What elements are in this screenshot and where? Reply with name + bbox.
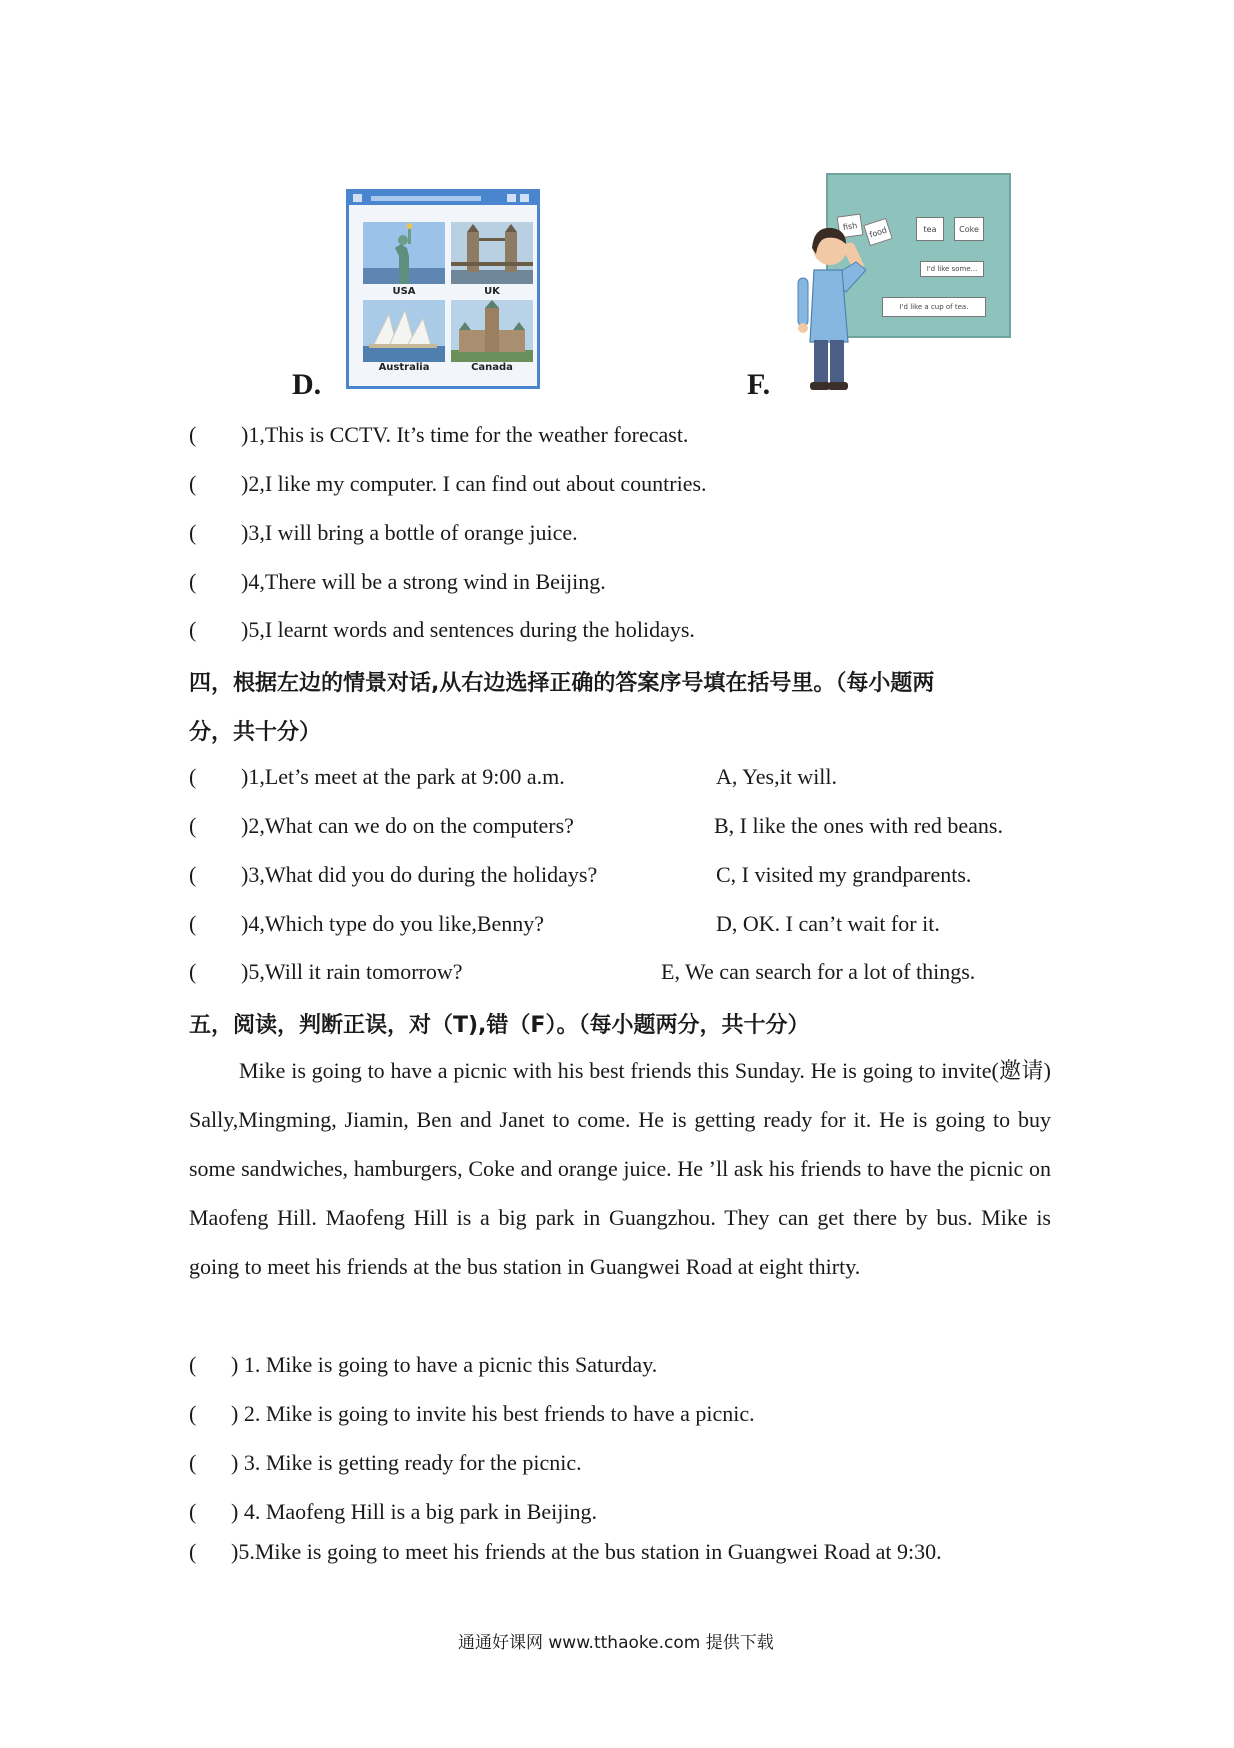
caption-australia: Australia (378, 362, 430, 373)
minimize-icon (507, 194, 516, 202)
window-title-bar (349, 192, 537, 205)
countries-computer-window-picture (346, 189, 540, 389)
sydney-opera-house-image (363, 300, 445, 362)
question-text: )5,Will it rain tomorrow? (241, 959, 463, 984)
app-icon (353, 194, 362, 202)
answer-paren[interactable]: ( (189, 422, 197, 447)
answer-paren[interactable]: ( (189, 764, 197, 789)
section-4-heading-cont: 分，共十分） (189, 720, 322, 745)
section-5-heading: 五，阅读，判断正误，对（T),错（F）。（每小题两分，共十分） (189, 1013, 810, 1038)
answer-paren[interactable]: ( (189, 1450, 197, 1475)
tf-statement-3 (189, 1450, 582, 1476)
tf-statement-5 (189, 1539, 942, 1565)
statement-text: ) 2. Mike is going to invite his best friends to have a picnic. (231, 1401, 755, 1426)
passage-text: Mike is going to have a picnic with his best friends this Sunday. He is going to invite(邀请) Sally,Mingming, Jiamin, Ben and Janet to come. He is getting ready for it. He is going to buy some sandwiches, hamburgers, Coke and orange juice. He ’ll ask his friends to have the picnic on Maofeng Hill. Maofeng Hill is a big park in Guangzhou. They can get there by bus. Mike is going to meet his friends at the bus station in Guangwei Road at eight thirty. (189, 1058, 1051, 1279)
dialogue-question-4 (189, 911, 544, 937)
matching-item-text: )2,I like my computer. I can find out about countries. (241, 471, 707, 496)
answer-paren[interactable]: ( (189, 569, 197, 594)
answer-paren[interactable]: ( (189, 471, 197, 496)
statement-text: ) 4. Maofeng Hill is a big park in Beijing. (231, 1499, 597, 1524)
card-fish: fish (837, 213, 864, 238)
dialogue-question-1 (189, 764, 565, 790)
tf-statement-2 (189, 1401, 755, 1427)
reading-passage (189, 1046, 1051, 1291)
dialogue-question-3 (189, 862, 597, 888)
parliament-hill-image (451, 300, 533, 362)
answer-paren[interactable]: ( (189, 862, 197, 887)
dialogue-question-5 (189, 959, 463, 985)
answer-option-a: A, Yes,it will. (716, 764, 838, 789)
section-4-heading: 四，根据左边的情景对话,从右边选择正确的答案序号填在括号里。（每小题两 (189, 671, 935, 696)
card-id-like-some: I'd like some... (920, 261, 984, 277)
question-text: )2,What can we do on the computers? (241, 813, 574, 838)
matching-item-4 (189, 569, 606, 595)
statement-text: )5.Mike is going to meet his friends at the bus station in Guangwei Road at 9:30. (231, 1539, 942, 1564)
figure-d-label: D. (292, 368, 322, 401)
card-food: food (863, 218, 893, 246)
matching-item-5 (189, 617, 695, 643)
answer-paren[interactable]: ( (189, 959, 197, 984)
answer-option-b: B, I like the ones with red beans. (714, 813, 1003, 838)
answer-paren[interactable]: ( (189, 1499, 197, 1524)
answer-option-d: D, OK. I can’t wait for it. (716, 911, 940, 936)
answer-paren[interactable]: ( (189, 911, 197, 936)
card-tea: tea (916, 217, 944, 241)
answer-paren[interactable]: ( (189, 1352, 197, 1377)
answer-paren[interactable]: ( (189, 520, 197, 545)
answer-paren[interactable]: ( (189, 1539, 197, 1564)
card-id-like-a-cup-of-tea: I'd like a cup of tea. (882, 297, 986, 317)
answer-paren[interactable]: ( (189, 617, 197, 642)
answer-paren[interactable]: ( (189, 1401, 197, 1426)
answer-paren[interactable]: ( (189, 813, 197, 838)
matching-item-1 (189, 422, 688, 448)
matching-item-text: )1,This is CCTV. It’s time for the weather forecast. (241, 422, 689, 447)
matching-item-3 (189, 520, 578, 546)
answer-option-e: E, We can search for a lot of things. (661, 959, 976, 984)
matching-item-2 (189, 471, 707, 497)
tf-statement-1 (189, 1352, 657, 1378)
matching-item-text: )4,There will be a strong wind in Beijing. (241, 569, 606, 594)
caption-canada: Canada (471, 362, 513, 373)
statue-of-liberty-image (363, 222, 445, 284)
close-icon (520, 194, 529, 202)
dialogue-question-2 (189, 813, 574, 839)
matching-item-text: )3,I will bring a bottle of orange juice. (241, 520, 578, 545)
page-footer: 通通好课网 www.tthaoke.com 提供下载 (458, 1633, 774, 1653)
boy-pointing-at-board-illustration (796, 208, 888, 396)
question-text: )1,Let’s meet at the park at 9:00 a.m. (241, 764, 565, 789)
question-text: )3,What did you do during the holidays? (241, 862, 598, 887)
caption-usa: USA (392, 286, 416, 297)
question-text: )4,Which type do you like,Benny? (241, 911, 545, 936)
matching-item-text: )5,I learnt words and sentences during the holidays. (241, 617, 695, 642)
caption-uk: UK (484, 286, 500, 297)
card-coke: Coke (954, 217, 984, 241)
figure-f-label: F. (747, 368, 771, 401)
statement-text: ) 3. Mike is getting ready for the picnic. (231, 1450, 582, 1475)
statement-text: ) 1. Mike is going to have a picnic this Saturday. (231, 1352, 658, 1377)
window-title (371, 196, 481, 201)
tower-bridge-image (451, 222, 533, 284)
tf-statement-4 (189, 1499, 597, 1525)
answer-option-c: C, I visited my grandparents. (716, 862, 972, 887)
